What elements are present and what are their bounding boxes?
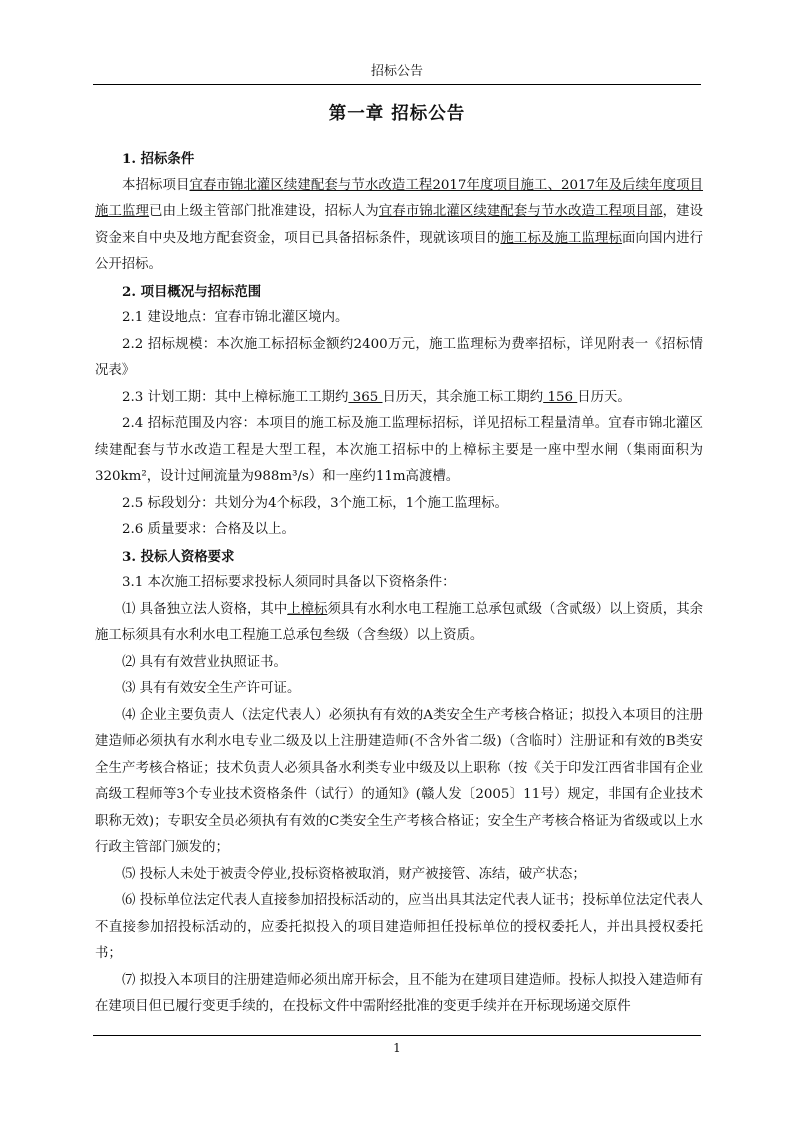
paragraph-2-3 (95, 385, 703, 412)
page-footer (93, 1035, 701, 1058)
requirement-item-2: ⑵ 具有有效营业执照证书。 (122, 654, 287, 670)
text-segment: 日历天。 (577, 389, 631, 405)
duration-others-underlined: 156 (543, 389, 578, 405)
section-heading-3: 3. 投标人资格要求 (122, 548, 235, 565)
paragraph-2-4: 2.4 招标范围及内容：本项目的施工标及施工监理标招标，详见招标工程量清单。宜春市锦北灌区续建配套与节水改造工程是大型工程，本次施工招标中的上樟标主要是一座中型水闸（集雨面积为320km²，设计过闸流量为988m³/s）和一座约11m高渡槽。 (95, 416, 703, 484)
text-segment: 日历天，其余施工标工期约 (382, 389, 544, 405)
text-segment: 须具有水利水电工程施工总承包贰级（含贰级）以上资质，其余施工标须具有水利水电工程施工总承包叁级（含叁级）以上资质。 (95, 601, 704, 643)
section-heading-1: 1. 招标条件 (122, 151, 195, 167)
requirement-item-6: ⑹ 投标单位法定代表人直接参加招投标活动的，应当出具其法定代表人证书；投标单位法定代表人不直接参加招投标活动的，应委托拟投入的项目建造师担任投标单位的授权委托人，并出具授权委托书； (95, 893, 703, 961)
text-segment: 面向国内进行公开招标。 (95, 230, 704, 272)
text-segment: 2.3 计划工期：其中上樟标施工工期约 (122, 389, 349, 405)
project-name-underlined: 宜春市锦北灌区续建配套与节水改造工程2017年度项目施工、2017年及后续年度项目施工监理 (95, 177, 704, 219)
requirement-item-3: ⑶ 具有有效安全生产许可证。 (122, 681, 301, 696)
document-body (95, 146, 703, 1021)
paragraph-tender-conditions (95, 173, 703, 279)
text-segment: ⑴ 具备独立法人资格，其中 (122, 601, 288, 617)
paragraph-3-1: 3.1 本次施工招标要求投标人须同时具备以下资格条件： (122, 575, 456, 590)
page-header (93, 60, 701, 85)
header-title: 招标公告 (370, 64, 423, 79)
page-number: 1 (393, 1041, 401, 1055)
requirement-item-4: ⑷ 企业主要负责人（法定代表人）必须执有有效的A类安全生产考核合格证；拟投入本项目的注册建造师必须执有水利水电专业二级及以上注册建造师(不含外省二级)（含临时）注册证和有效的B类安全生产考核合格证；技术负责人必须具备水利类专业中级及以上职称（按《关于印发江西省非国有企业高级工程师等3个专业技术资格条件（试行）的通知》(赣人发〔2005〕11号）规定，非国有企业技术职称无效)；专职安全员必须执有有效的C类安全生产考核合格证；安全生产考核合格证为省级或以上水行政主管部门颁发的； (95, 707, 703, 855)
paragraph-2-5: 2.5 标段划分：共划分为4个标段，3个施工标，1个施工监理标。 (122, 495, 508, 511)
lot-name-underlined: 上樟标 (287, 601, 328, 617)
tenderer-name-underlined: 宜春市锦北灌区续建配套与节水改造工程项目部 (378, 204, 663, 219)
duration-shangzhang-underlined: 365 (348, 389, 383, 405)
requirement-item-5: ⑸ 投标人未处于被责令停业,投标资格被取消，财产被接管、冻结，破产状态； (122, 866, 586, 882)
lots-underlined: 施工标及施工监理标 (500, 230, 623, 246)
text-segment: 本招标项目 (122, 177, 190, 193)
requirement-item-7: ⑺ 拟投入本项目的注册建造师必须出席开标会，且不能为在建项目建造师。投标人拟投入建造师有在建项目但已履行变更手续的，在投标文件中需附经批准的变更手续并在开标现场递交原件 (95, 972, 703, 1014)
paragraph-2-1: 2.1 建设地点：宜春市锦北灌区境内。 (122, 310, 349, 325)
requirement-item-1 (95, 597, 703, 650)
text-segment: 已由上级主管部门批准建设，招标人为 (149, 204, 379, 219)
chapter-title: 第一章 招标公告 (328, 104, 466, 124)
paragraph-2-6: 2.6 质量要求：合格及以上。 (122, 522, 295, 537)
section-heading-2: 2. 项目概况与招标范围 (122, 283, 262, 300)
paragraph-2-2: 2.2 招标规模：本次施工标招标金额约2400万元，施工监理标为费率招标，详见附表一《招标情况表》 (95, 336, 703, 378)
text-segment: ，建设资金来自中央及地方配套资金，项目已具备招标条件，现就该项目的 (95, 204, 704, 246)
